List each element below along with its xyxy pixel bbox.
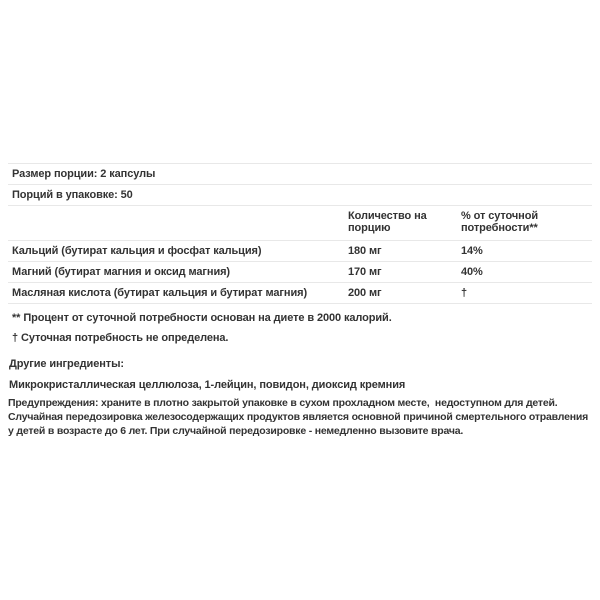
footnote-dv-basis: ** Процент от суточной потребности основан на диете в 2000 калорий. bbox=[12, 312, 392, 324]
column-header-dv: % от суточной потребности** bbox=[461, 210, 538, 234]
nutrient-row-butyric-acid bbox=[8, 282, 592, 303]
nutrient-dv: † bbox=[461, 287, 468, 299]
nutrient-name: Масляная кислота (бутират кальция и бутират магния) bbox=[12, 287, 308, 299]
table-header-row bbox=[8, 205, 592, 240]
other-ingredients-list: Микрокристаллическая целлюлоза, 1-лейцин, повидон, диоксид кремния bbox=[9, 379, 406, 391]
nutrient-row-magnesium bbox=[8, 261, 592, 282]
nutrient-row-calcium bbox=[8, 240, 592, 261]
warnings-text: Предупреждения: храните в плотно закрытой упаковке в сухом прохладном месте, недоступном для детей. Случайная передозировка железосодержащих продуктов является основной причиной смертельного отравления у детей в возрасте до 6 лет. При случайной передозировке - немедленно вызовите врача. bbox=[8, 397, 591, 437]
column-header-spacer bbox=[8, 210, 348, 240]
nutrient-dv: 40% bbox=[461, 266, 483, 278]
other-ingredients-heading: Другие ингредиенты: bbox=[9, 358, 124, 370]
nutrient-amount: 200 мг bbox=[348, 287, 382, 299]
column-header-amount: Количество на порцию bbox=[348, 210, 427, 234]
serving-size-row: Размер порции: 2 капсулы bbox=[8, 163, 592, 184]
nutrient-amount: 170 мг bbox=[348, 266, 382, 278]
footnote-dv-not-established: † Суточная потребность не определена. bbox=[12, 332, 229, 344]
nutrient-amount: 180 мг bbox=[348, 245, 382, 257]
nutrient-name: Магний (бутират магния и оксид магния) bbox=[12, 266, 230, 278]
servings-per-container-row: Порций в упаковке: 50 bbox=[8, 184, 592, 205]
nutrient-name: Кальций (бутират кальция и фосфат кальция) bbox=[12, 245, 262, 257]
table-bottom-divider bbox=[8, 303, 592, 304]
nutrient-dv: 14% bbox=[461, 245, 483, 257]
facts-panel bbox=[8, 163, 592, 438]
